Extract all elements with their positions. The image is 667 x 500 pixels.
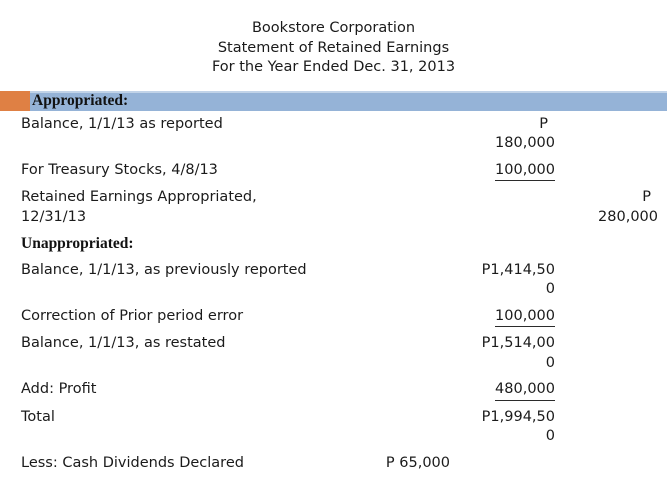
row-label: Balance, 1/1/13, as restated bbox=[21, 335, 226, 351]
amount-col2 bbox=[450, 115, 555, 154]
row-prior-period-error-correction bbox=[0, 303, 658, 331]
underlined-amount: 480,000 bbox=[495, 380, 555, 401]
statement-header bbox=[0, 0, 667, 78]
row-label: Balance, 1/1/13 as reported bbox=[21, 115, 223, 132]
amount-col3 bbox=[555, 454, 658, 474]
amount-line-1: P1,514,00 bbox=[481, 335, 555, 351]
amount-line-2: 0 bbox=[545, 428, 555, 444]
amount-line-1: P bbox=[539, 115, 548, 132]
row-label: Balance, 1/1/13, as previously reported bbox=[21, 261, 307, 278]
amount-line-1: P1,414,50 bbox=[481, 261, 555, 278]
amount-col2 bbox=[450, 188, 555, 227]
amount-line-2: 280,000 bbox=[598, 208, 658, 225]
amount-col1 bbox=[325, 188, 450, 227]
amount-col2 bbox=[450, 261, 555, 300]
row-retained-earnings-appropriated bbox=[0, 184, 658, 230]
amount-col1 bbox=[325, 161, 450, 182]
amount-col1 bbox=[325, 261, 450, 300]
amount-col1 bbox=[325, 234, 450, 254]
row-treasury-stocks bbox=[0, 157, 658, 185]
row-label: Add: Profit bbox=[21, 381, 97, 397]
amount-line-1: P1,994,50 bbox=[481, 408, 555, 425]
row-less-cash-dividends bbox=[0, 450, 658, 477]
amount-line-2: 0 bbox=[545, 354, 555, 371]
row-balance-reported bbox=[0, 111, 658, 157]
amount-line-2: 180,000 bbox=[495, 135, 555, 151]
amount-col2 bbox=[450, 161, 555, 182]
row-label: Total bbox=[21, 408, 55, 425]
amount-col1 bbox=[325, 380, 450, 401]
amount-col3 bbox=[555, 261, 658, 300]
appropriated-section-band bbox=[0, 91, 667, 111]
amount-col2 bbox=[450, 234, 555, 254]
amount-col3 bbox=[555, 380, 658, 401]
company-name: Bookstore Corporation bbox=[251, 20, 416, 36]
label-line-2: 12/31/13 bbox=[21, 208, 87, 225]
underlined-amount: 100,000 bbox=[495, 307, 555, 328]
statement-title: Statement of Retained Earnings bbox=[217, 39, 450, 56]
amount-col2 bbox=[450, 454, 555, 474]
amount-col2 bbox=[450, 307, 555, 328]
amount-col3 bbox=[555, 334, 658, 373]
amount-col2 bbox=[450, 380, 555, 401]
row-label: Less: Cash Dividends Declared bbox=[21, 454, 244, 471]
unappropriated-section-label: Unappropriated: bbox=[21, 235, 134, 252]
amount-line-1: P bbox=[642, 189, 651, 205]
amount-col1: P 65,000 bbox=[385, 454, 450, 471]
row-balance-restated bbox=[0, 330, 658, 376]
row-add-profit bbox=[0, 376, 658, 404]
row-label: Correction of Prior period error bbox=[21, 307, 244, 324]
amount-col2 bbox=[450, 334, 555, 373]
appropriated-section-label: Appropriated: bbox=[32, 91, 129, 109]
row-total bbox=[0, 404, 658, 450]
row-balance-previously-reported bbox=[0, 257, 658, 303]
amount-col2 bbox=[450, 408, 555, 447]
amount-line-2: 0 bbox=[545, 281, 555, 297]
amount-col3 bbox=[555, 161, 658, 182]
label-line-1: Retained Earnings Appropriated, bbox=[21, 189, 257, 205]
amount-col3 bbox=[555, 115, 658, 154]
row-unappropriated-header bbox=[0, 230, 658, 257]
amount-col3 bbox=[555, 188, 658, 227]
row-label bbox=[0, 188, 325, 227]
statement-body bbox=[0, 111, 667, 477]
statement-period: For the Year Ended Dec. 31, 2013 bbox=[211, 59, 456, 75]
amount-col3 bbox=[555, 234, 658, 254]
amount-col3 bbox=[555, 408, 658, 447]
amount-col1 bbox=[325, 408, 450, 447]
amount-col1 bbox=[325, 115, 450, 154]
underlined-amount: 100,000 bbox=[495, 161, 555, 182]
amount-col3 bbox=[555, 307, 658, 328]
amount-col1 bbox=[325, 307, 450, 328]
row-label: For Treasury Stocks, 4/8/13 bbox=[21, 161, 218, 178]
amount-col1 bbox=[325, 334, 450, 373]
